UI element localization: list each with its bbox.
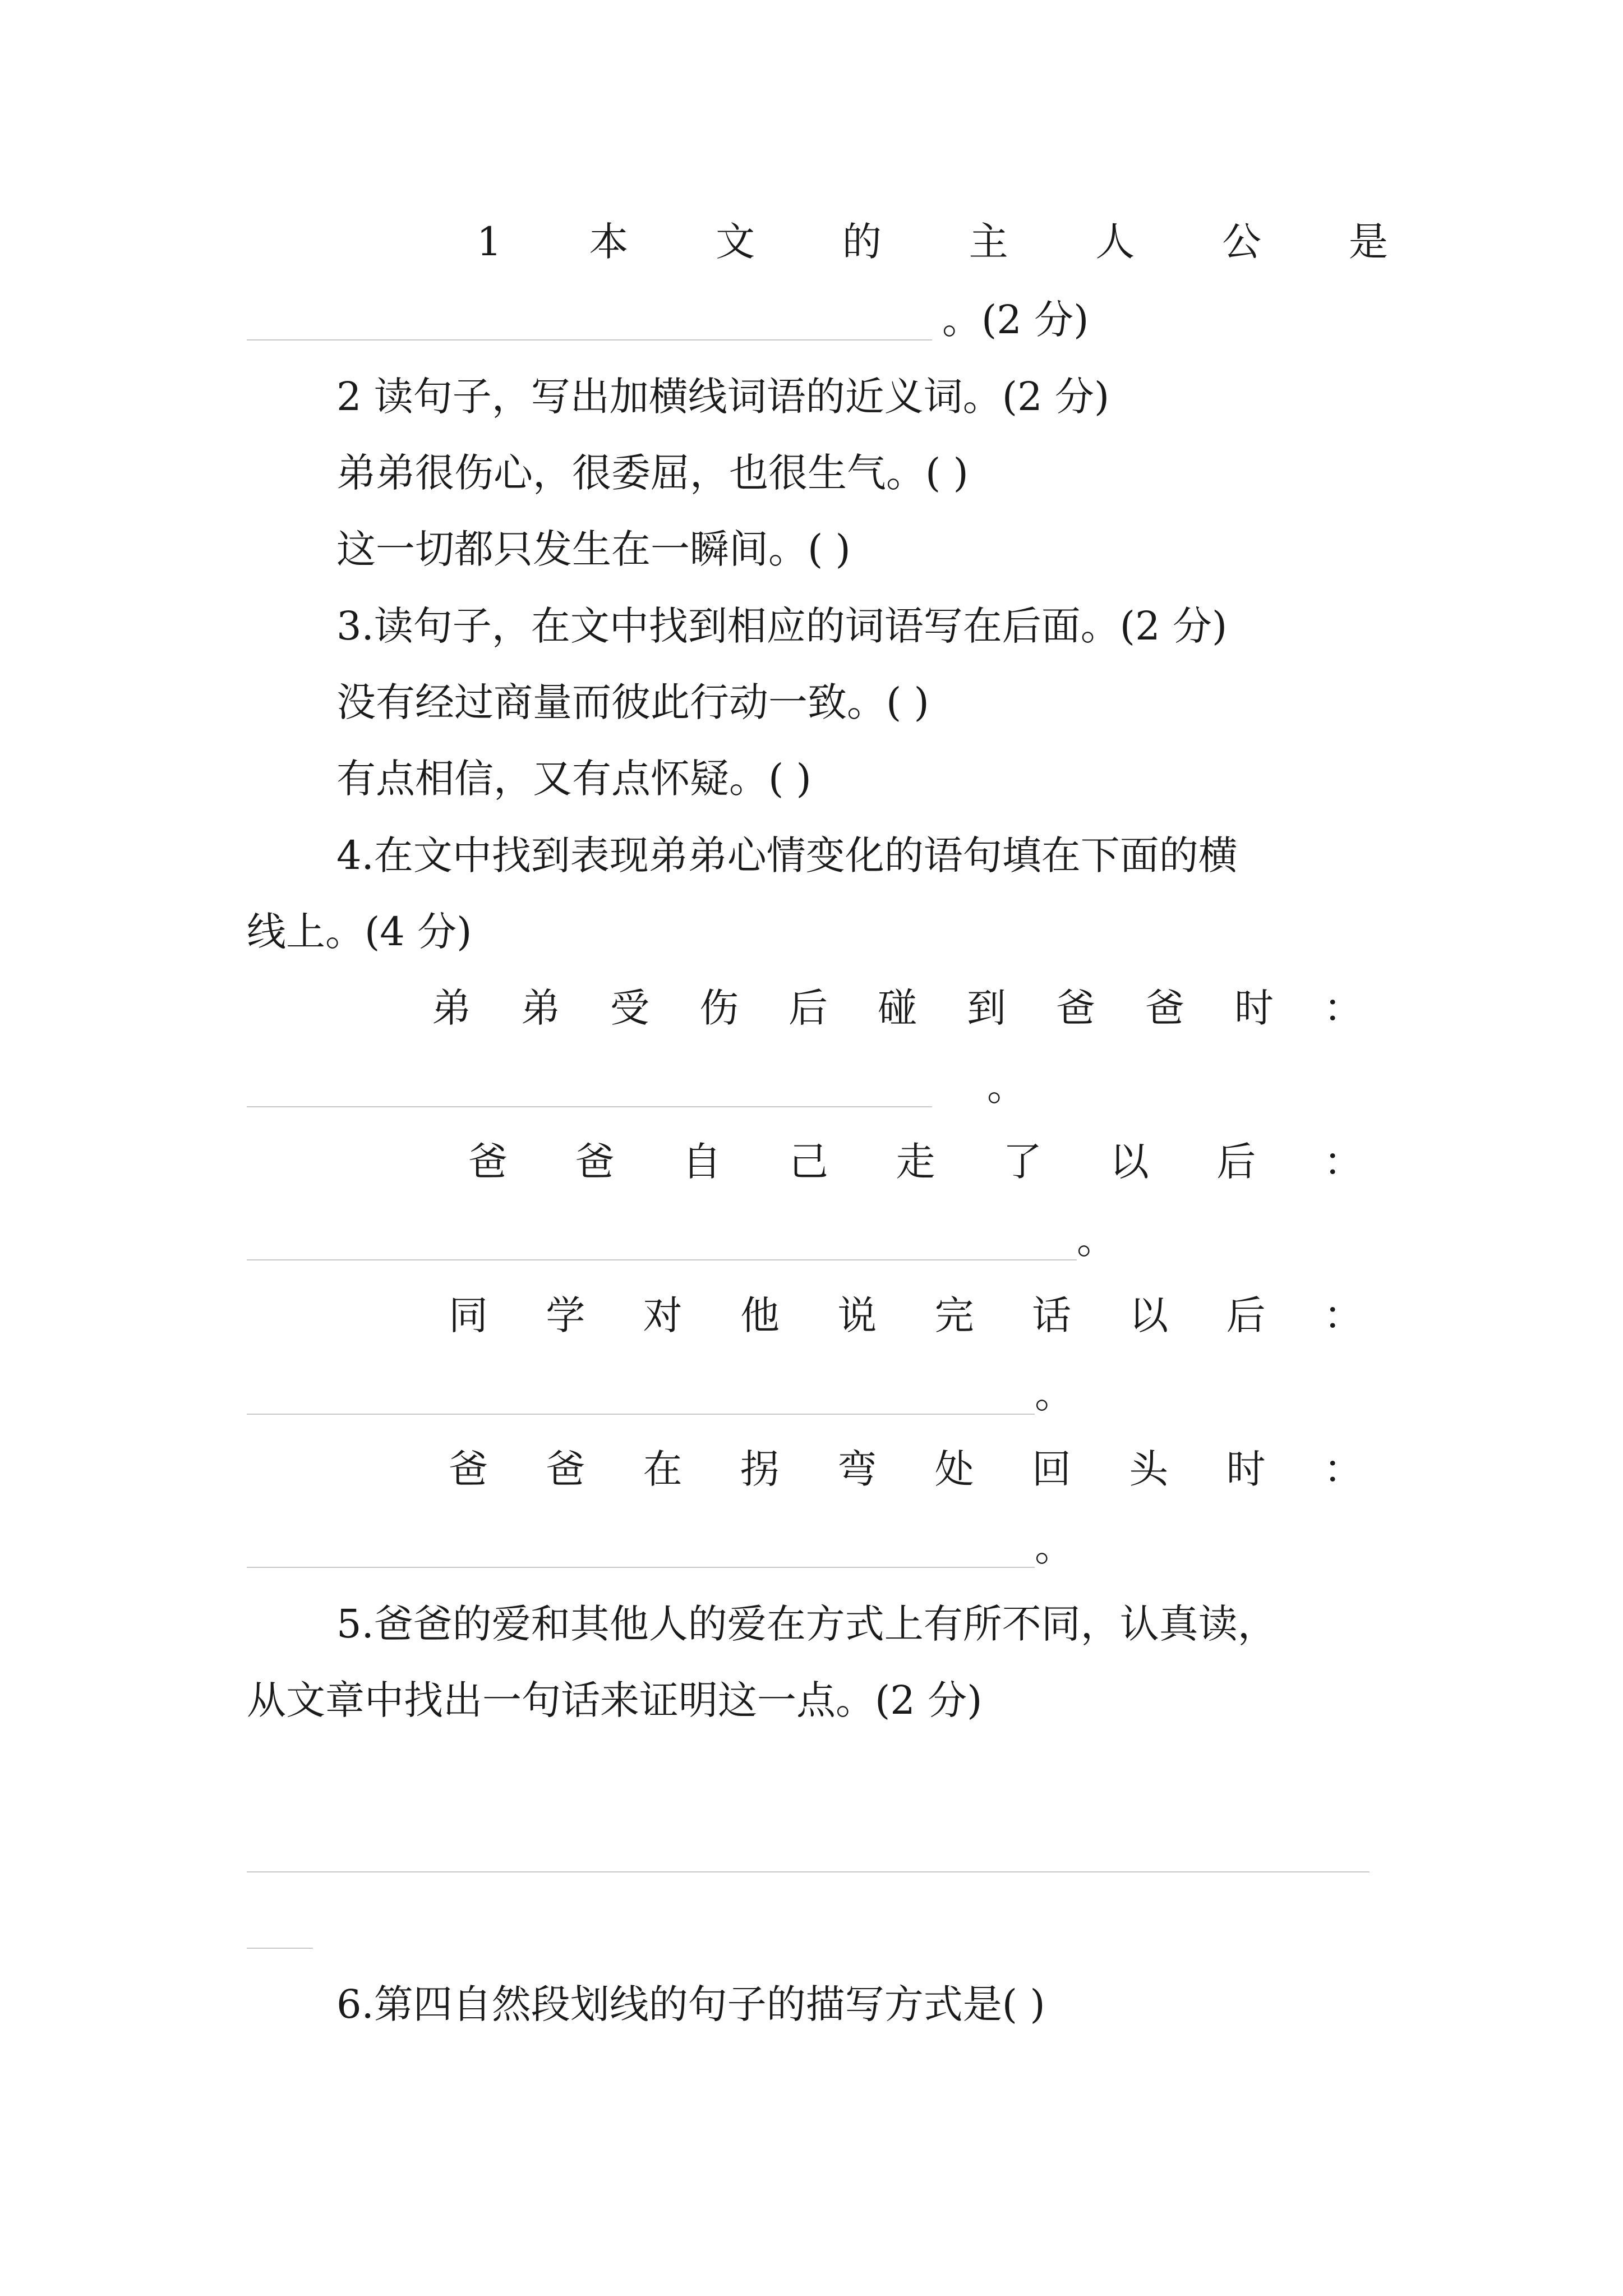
q1-char: 主: [969, 219, 1008, 265]
q2-prompt: 2 读句子，写出加横线词语的近义词。(2 分): [336, 374, 1110, 420]
q4-char: 弟: [432, 985, 471, 1031]
q4-char: 在: [643, 1446, 683, 1492]
q4-char: ：: [1324, 985, 1363, 1031]
q3-item-2: 有点相信，又有点怀疑。( ): [336, 756, 811, 802]
q4-char: 受: [610, 985, 649, 1031]
q1-tail: 。(2 分): [942, 297, 1089, 343]
q5-prompt-line2: 从文章中找出一句话来证明这一点。(2 分): [247, 1677, 983, 1723]
q1-char: 的: [842, 219, 882, 265]
q4-item-2-label: [468, 1139, 1363, 1185]
q4-char: 伤: [699, 985, 739, 1031]
q5-answer-blank[interactable]: [247, 1871, 1370, 1872]
q4-char: 后: [1216, 1139, 1256, 1185]
q4-char: 头: [1129, 1446, 1169, 1492]
q4-char: 同: [449, 1292, 488, 1338]
q4-char: 弯: [837, 1446, 877, 1492]
q4-char: 爸: [468, 1139, 508, 1185]
q4-item-2-tail: 。: [1077, 1217, 1116, 1263]
q4-item-3-label: [449, 1292, 1363, 1338]
q4-char: 说: [837, 1292, 877, 1338]
q1-char: 1: [477, 219, 502, 265]
q4-char: 了: [1003, 1139, 1043, 1185]
q4-item-1-label: [432, 985, 1363, 1031]
q4-char: 弟: [521, 985, 560, 1031]
q4-char: ：: [1323, 1446, 1363, 1492]
q1-char: 公: [1222, 219, 1262, 265]
q4-char: 到: [967, 985, 1006, 1031]
q4-char: 爸: [546, 1446, 585, 1492]
q5-answer-blank-continued[interactable]: [247, 1948, 313, 1949]
q4-char: 完: [934, 1292, 974, 1338]
q4-char: 以: [1109, 1139, 1149, 1185]
q1-char: 本: [589, 219, 629, 265]
q4-char: ：: [1323, 1292, 1363, 1338]
q4-item-4-tail: 。: [1035, 1524, 1074, 1570]
q4-char: 他: [740, 1292, 780, 1338]
q4-char: 拐: [740, 1446, 780, 1492]
q4-char: 时: [1226, 1446, 1266, 1492]
q3-item-1: 没有经过商量而彼此行动一致。( ): [336, 679, 929, 725]
q4-item-1-blank[interactable]: [247, 1106, 932, 1107]
q2-item-2: 这一切都只发生在一瞬间。( ): [336, 526, 851, 572]
q4-char: 自: [682, 1139, 722, 1185]
q4-char: 处: [934, 1446, 974, 1492]
q4-char: 爸: [449, 1446, 488, 1492]
q4-char: 后: [1226, 1292, 1266, 1338]
q4-char: 学: [546, 1292, 585, 1338]
q2-item-1: 弟弟很伤心，很委屈，也很生气。( ): [336, 450, 969, 496]
q4-char: 走: [896, 1139, 935, 1185]
q4-item-4-label: [449, 1446, 1363, 1492]
q4-item-3-blank[interactable]: [247, 1414, 1035, 1415]
q4-char: 对: [643, 1292, 683, 1338]
q4-char: 话: [1031, 1292, 1071, 1338]
q4-item-1-tail: 。: [987, 1064, 1026, 1110]
q4-item-3-tail: 。: [1035, 1371, 1074, 1417]
q1-char: 人: [1095, 219, 1135, 265]
q4-char: ：: [1324, 1139, 1363, 1185]
q4-char: 爸: [1145, 985, 1184, 1031]
q1-char: 是: [1348, 219, 1388, 265]
q3-prompt: 3.读句子，在文中找到相应的词语写在后面。(2 分): [336, 603, 1228, 649]
q4-char: 时: [1234, 985, 1274, 1031]
q4-char: 回: [1031, 1446, 1071, 1492]
q4-char: 碰: [878, 985, 917, 1031]
q5-prompt-line1: 5.爸爸的爱和其他人的爱在方式上有所不同，认真读，: [336, 1601, 1277, 1647]
q4-char: 己: [789, 1139, 828, 1185]
q1-char: 文: [716, 219, 755, 265]
q4-char: 以: [1129, 1292, 1169, 1338]
q4-char: 爸: [575, 1139, 615, 1185]
q1-spaced-line: [477, 219, 1388, 265]
q4-char: 爸: [1056, 985, 1095, 1031]
q4-item-4-blank[interactable]: [247, 1567, 1035, 1568]
q1-answer-blank[interactable]: [247, 339, 932, 341]
q4-prompt-line1: 4.在文中找到表现弟弟心情变化的语句填在下面的横: [336, 832, 1238, 878]
q6-prompt: 6.第四自然段划线的句子的描写方式是( ): [336, 1981, 1045, 2027]
q4-item-2-blank[interactable]: [247, 1259, 1077, 1260]
q4-prompt-line2: 线上。(4 分): [247, 909, 472, 955]
q4-char: 后: [789, 985, 828, 1031]
